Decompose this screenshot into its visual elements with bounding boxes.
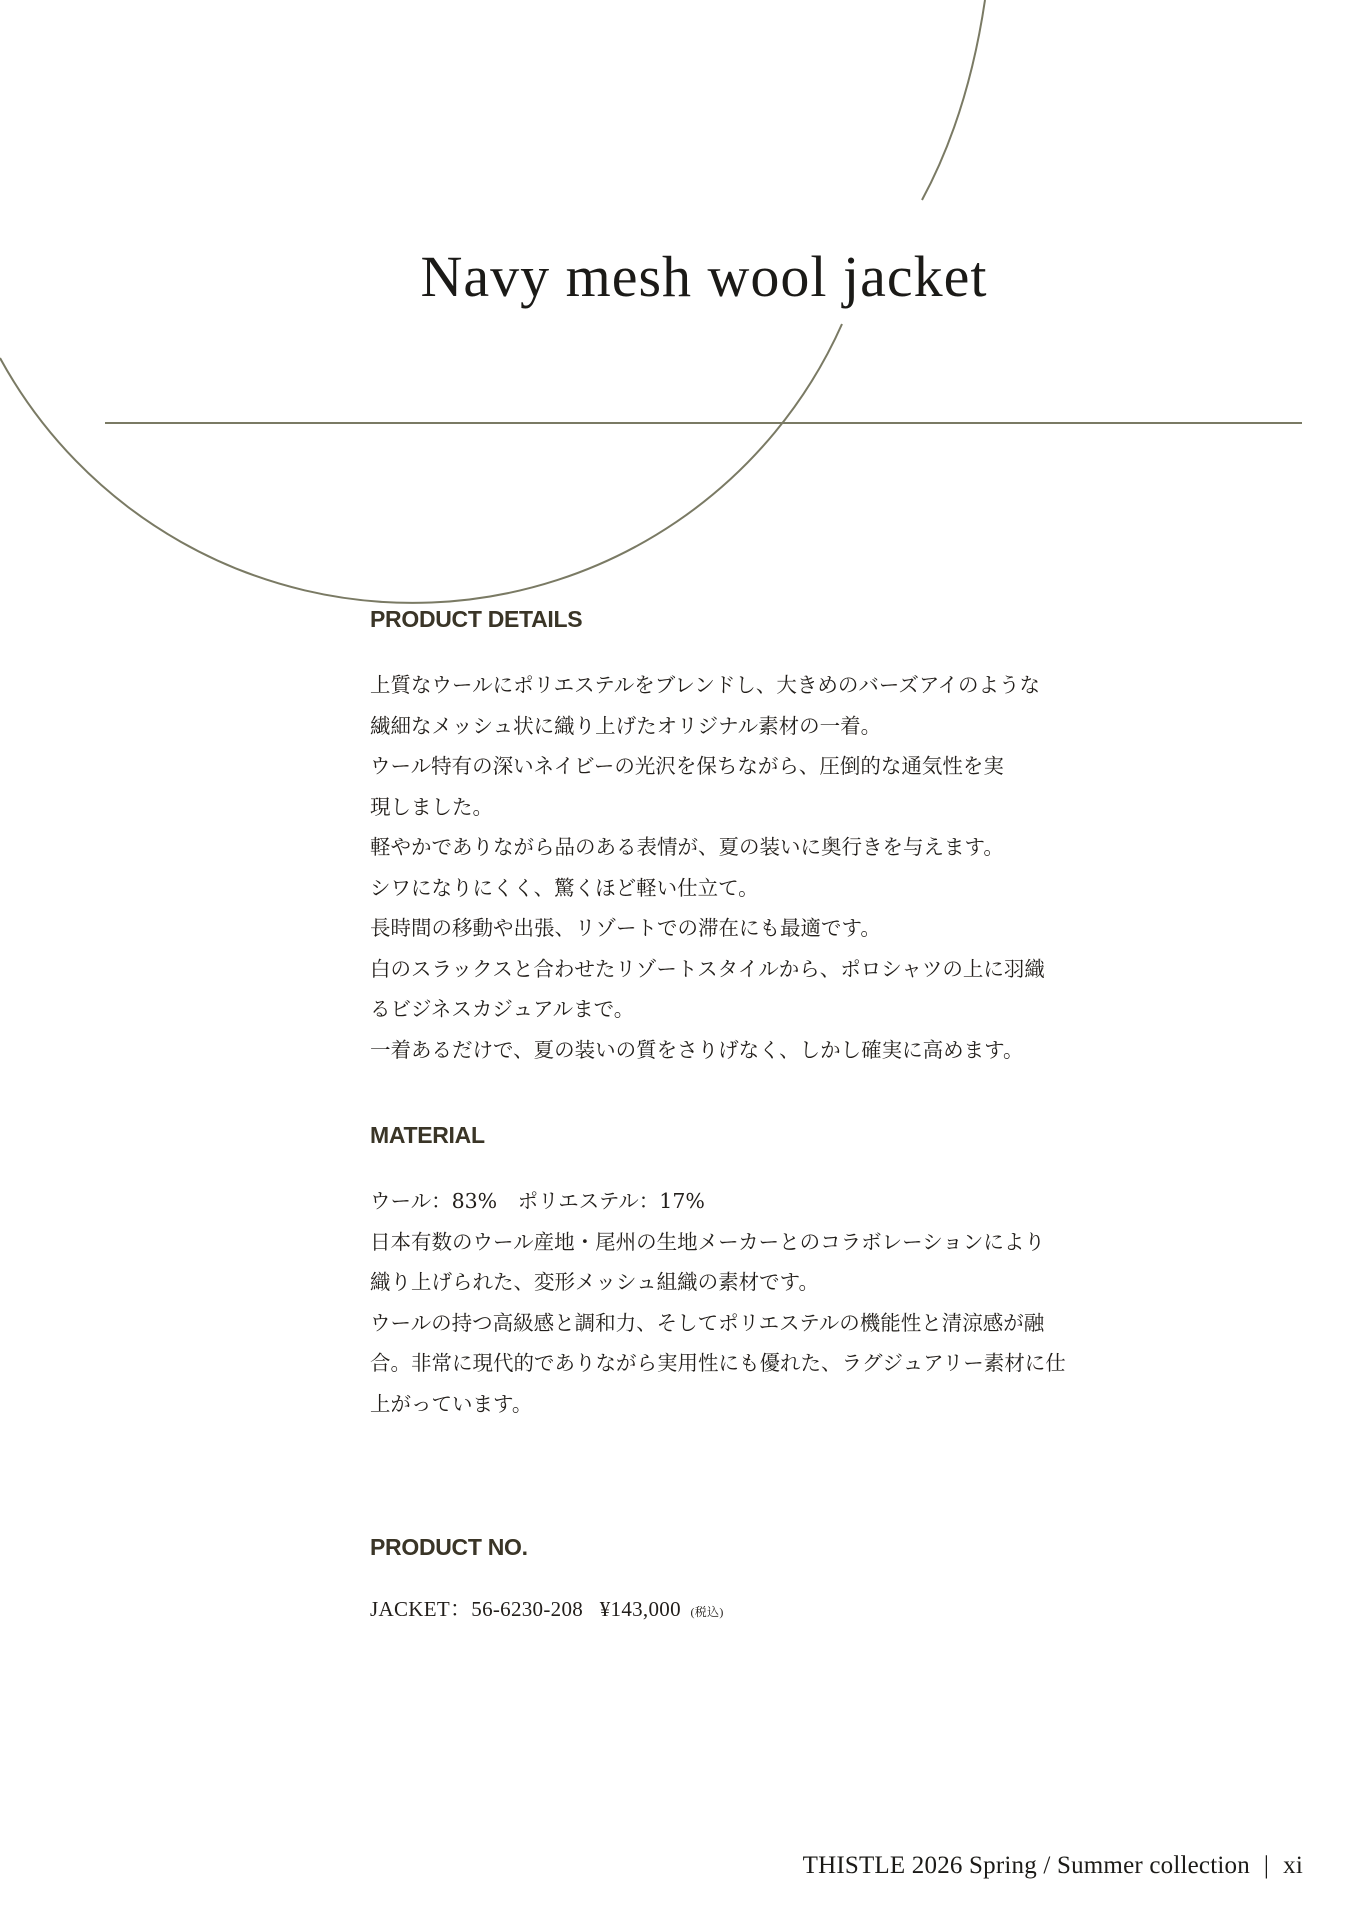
collection-name: THISTLE 2026 Spring / Summer collection: [802, 1852, 1250, 1879]
material-line: 日本有数のウール産地・尾州の生地メーカーとのコラボレーションにより: [370, 1229, 1045, 1254]
decorative-arc: [0, 324, 842, 603]
product-spec-line: [370, 1593, 1110, 1623]
details-line: 上質なウールにポリエステルをブレンドし、大きめのバーズアイのような: [370, 673, 1041, 697]
page-number: xi: [1283, 1852, 1303, 1879]
material-line: 織り上げられた、変形メッシュ組織の素材です。: [370, 1270, 819, 1294]
product-number-section: [370, 1536, 1110, 1623]
details-line: 繊細なメッシュ状に織り上げたオリジナル素材の一着。: [370, 713, 882, 738]
material-text: [370, 1181, 1110, 1424]
product-details-section: [370, 608, 1110, 1070]
material-line: ウール：83% ポリエステル：17%: [370, 1189, 705, 1213]
page-footer: [803, 1852, 1303, 1880]
details-line: 長時間の移動や出張、リゾートでの滞在にも最適です。: [370, 916, 881, 940]
footer-separator: |: [1263, 1852, 1270, 1879]
decorative-arc: [922, 0, 985, 200]
product-price: ¥143,000: [599, 1597, 681, 1621]
tax-note: (税込): [690, 1605, 724, 1619]
details-line: 一着あるだけで、夏の装いの質をさりげなく、しかし確実に高めます。: [370, 1037, 1024, 1062]
material-line: 合。非常に現代的でありながら実用性にも優れた、ラグジュアリー素材に仕: [370, 1351, 1066, 1375]
details-line: るビジネスカジュアルまで。: [370, 997, 635, 1021]
material-line: ウールの持つ高級感と調和力、そしてポリエステルの機能性と清涼感が融: [370, 1310, 1045, 1335]
details-line: 白のスラックスと合わせたリゾートスタイルから、ポロシャツの上に羽織: [370, 956, 1045, 981]
material-section: [370, 1124, 1110, 1424]
product-code: JACKET：56-6230-208: [370, 1597, 584, 1621]
page-title: Navy mesh wool jacket: [420, 244, 988, 309]
product-details-text: [370, 665, 1110, 1070]
details-line: 軽やかでありながら品のある表情が、夏の装いに奥行きを与えます。: [370, 835, 1004, 859]
product-details-heading: PRODUCT DETAILS: [370, 606, 583, 632]
details-line: シワになりにくく、驚くほど軽い仕立て。: [370, 875, 759, 900]
details-line: ウール特有の深いネイビーの光沢を保ちながら、圧倒的な通気性を実: [370, 754, 1004, 778]
product-number-heading: PRODUCT NO.: [370, 1534, 528, 1560]
material-heading: MATERIAL: [370, 1122, 485, 1148]
details-line: 現しました。: [370, 794, 493, 819]
material-line: 上がっています。: [370, 1391, 533, 1416]
